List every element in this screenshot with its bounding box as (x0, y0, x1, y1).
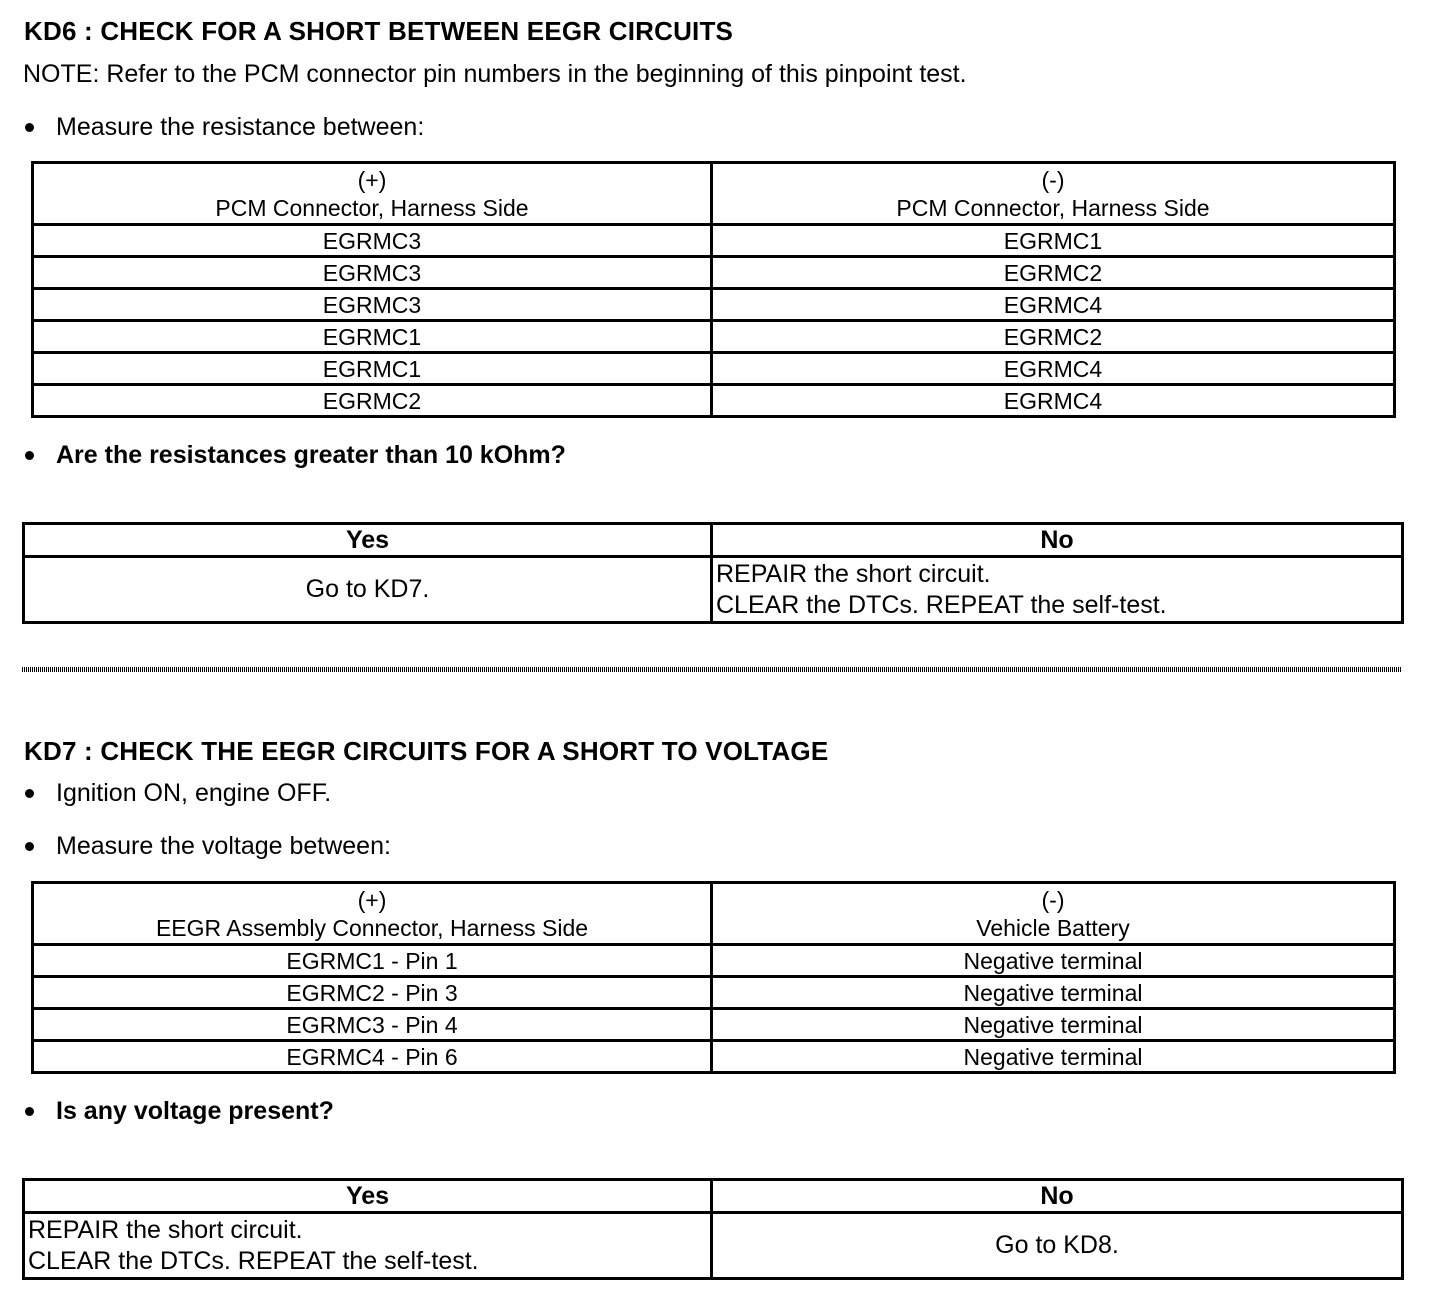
bullet-icon (25, 123, 34, 132)
section-divider (22, 667, 1401, 672)
kd6-question-text: Are the resistances greater than 10 kOhm? (56, 441, 566, 469)
cell-minus: Negative terminal (712, 1041, 1395, 1073)
cell-plus: EGRMC3 (33, 225, 712, 257)
table-row (33, 225, 1395, 257)
no-action (712, 557, 1403, 623)
kd7-question-text: Is any voltage present? (56, 1097, 334, 1125)
table-row (33, 1009, 1395, 1041)
table-row (33, 977, 1395, 1009)
cell-minus: Negative terminal (712, 1009, 1395, 1041)
bullet-icon (25, 789, 34, 798)
col-minus-header (712, 883, 1395, 945)
col-plus-header (33, 883, 712, 945)
cell-plus: EGRMC3 (33, 289, 712, 321)
table-row (33, 385, 1395, 417)
kd6-question (25, 441, 566, 470)
col-minus-header (712, 163, 1395, 225)
yes-header: Yes (24, 1180, 712, 1213)
cell-minus: EGRMC2 (712, 321, 1395, 353)
table-header-row (33, 163, 1395, 225)
answer-header-row (24, 524, 1403, 557)
yes-action: Go to KD7. (24, 557, 712, 623)
yes-header: Yes (24, 524, 712, 557)
col-minus-sign: (-) (1041, 886, 1065, 913)
table-row (33, 945, 1395, 977)
cell-minus: EGRMC2 (712, 257, 1395, 289)
kd7-voltage-table (31, 881, 1396, 1074)
cell-minus: EGRMC4 (712, 385, 1395, 417)
table-row (33, 289, 1395, 321)
kd6-step-measure-resistance (25, 113, 424, 142)
kd7-heading: KD7 : CHECK THE EEGR CIRCUITS FOR A SHORT TO VOLTAGE (24, 736, 829, 766)
col-minus-sign: (-) (1041, 166, 1065, 193)
col-plus-header (33, 163, 712, 225)
yes-action-line1: REPAIR the short circuit. (28, 1215, 303, 1244)
kd7-answer-table (22, 1178, 1404, 1280)
yes-action (24, 1213, 712, 1279)
cell-minus: EGRMC1 (712, 225, 1395, 257)
table-row (33, 353, 1395, 385)
kd6-step1-text: Measure the resistance between: (56, 113, 425, 141)
kd7-step2-text: Measure the voltage between: (56, 832, 391, 860)
cell-minus: EGRMC4 (712, 353, 1395, 385)
kd6-resistance-table (31, 161, 1396, 418)
col-plus-label: EEGR Assembly Connector, Harness Side (155, 914, 589, 941)
cell-minus: EGRMC4 (712, 289, 1395, 321)
cell-plus: EGRMC3 - Pin 4 (33, 1009, 712, 1041)
col-minus-label: Vehicle Battery (976, 914, 1130, 941)
cell-plus: EGRMC2 - Pin 3 (33, 977, 712, 1009)
table-row (33, 1041, 1395, 1073)
yes-action-line2: CLEAR the DTCs. REPEAT the self-test. (28, 1246, 479, 1275)
col-minus-label: PCM Connector, Harness Side (896, 194, 1210, 221)
answer-row (24, 1213, 1403, 1279)
no-action-line1: REPAIR the short circuit. (716, 559, 991, 588)
col-plus-label: PCM Connector, Harness Side (215, 194, 529, 221)
kd6-answer-table (22, 522, 1404, 624)
no-action-line2: CLEAR the DTCs. REPEAT the self-test. (716, 590, 1167, 619)
no-header: No (712, 1180, 1403, 1213)
cell-minus: Negative terminal (712, 977, 1395, 1009)
col-plus-sign: (+) (357, 886, 387, 913)
answer-row (24, 557, 1403, 623)
cell-plus: EGRMC3 (33, 257, 712, 289)
kd7-step1-text: Ignition ON, engine OFF. (56, 779, 332, 807)
cell-minus: Negative terminal (712, 945, 1395, 977)
bullet-icon (25, 451, 34, 460)
kd7-step-ignition (25, 779, 331, 808)
no-action: Go to KD8. (712, 1213, 1403, 1279)
col-plus-sign: (+) (357, 166, 387, 193)
kd7-question (25, 1097, 334, 1126)
table-row (33, 321, 1395, 353)
bullet-icon (25, 842, 34, 851)
cell-plus: EGRMC4 - Pin 6 (33, 1041, 712, 1073)
kd6-heading: KD6 : CHECK FOR A SHORT BETWEEN EEGR CIRCUITS (24, 16, 734, 46)
no-header: No (712, 524, 1403, 557)
table-header-row (33, 883, 1395, 945)
kd7-step-measure-voltage (25, 832, 391, 861)
kd6-note: NOTE: Refer to the PCM connector pin numbers in the beginning of this pinpoint test. (23, 60, 967, 88)
bullet-icon (25, 1107, 34, 1116)
cell-plus: EGRMC1 (33, 353, 712, 385)
cell-plus: EGRMC1 (33, 321, 712, 353)
cell-plus: EGRMC2 (33, 385, 712, 417)
answer-header-row (24, 1180, 1403, 1213)
table-row (33, 257, 1395, 289)
cell-plus: EGRMC1 - Pin 1 (33, 945, 712, 977)
